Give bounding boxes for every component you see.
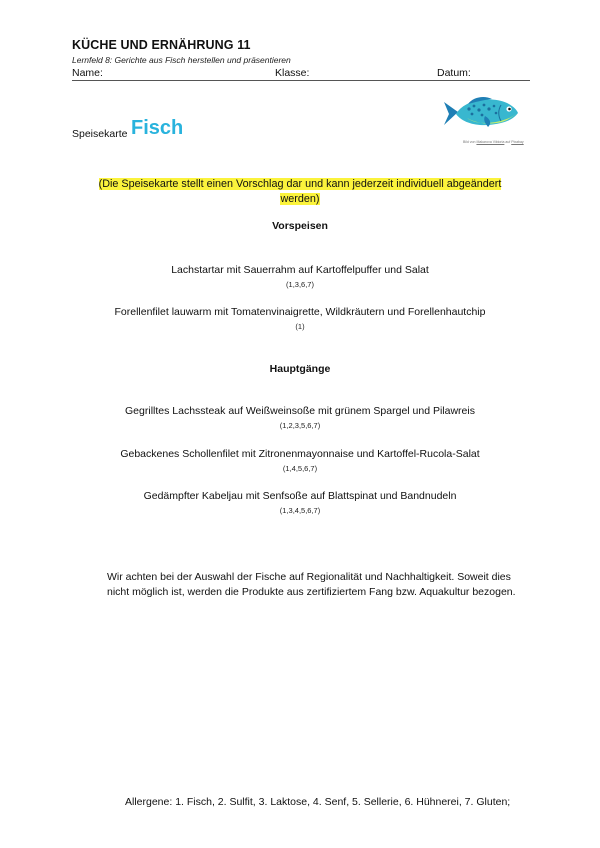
dish-name: Gegrilltes Lachssteak auf Weißweinsoße mit grünem Spargel und Pilawreis	[125, 405, 475, 417]
name-label: Name:	[72, 67, 103, 79]
notice-text: (Die Speisekarte stellt einen Vorschlag dar und kann jederzeit individuell abgeändert werden)	[98, 178, 502, 205]
page-title: KÜCHE UND ERNÄHRUNG 11	[72, 38, 251, 52]
credit-author-link[interactable]: Makarova Viktoria	[476, 140, 505, 144]
class-label: Klasse:	[275, 67, 310, 79]
menu-title: Fisch	[131, 117, 184, 139]
fish-icon	[441, 94, 521, 134]
allergen-legend: Allergene: 1. Fisch, 2. Sulfit, 3. Laktose, 4. Senf, 5. Sellerie, 6. Hühnerei, 7. Gluten;	[125, 796, 511, 808]
dish-name: Gedämpfter Kabeljau mit Senfsoße auf Blattspinat und Bandnudeln	[143, 490, 457, 502]
menu-label: Speisekarte	[72, 128, 128, 140]
section-heading-starters: Vorspeisen	[272, 220, 328, 232]
credit-connector: auf	[505, 140, 511, 144]
page-subtitle: Lernfeld 8: Gerichte aus Fisch herstellen und präsentieren	[72, 55, 291, 65]
image-credit	[463, 140, 524, 144]
credit-source-link[interactable]: Pixabay	[511, 140, 524, 144]
dish-allergens: (1,3,4,5,6,7)	[279, 506, 321, 515]
date-label: Datum:	[437, 67, 471, 79]
dish-allergens: (1,2,3,5,6,7)	[279, 421, 321, 430]
dish-name: Gebackenes Schollenfilet mit Zitronenmayonnaise und Kartoffel-Rucola-Salat	[120, 448, 480, 460]
dish-allergens: (1)	[295, 322, 305, 331]
sustainability-note: Wir achten bei der Auswahl der Fische auf Regionalität und Nachhaltigkeit. Soweit dies nicht möglich ist, werden die Produkte aus zertifiziertem Fang bzw. Aquakultur bezogen.	[107, 571, 516, 598]
dish-name: Forellenfilet lauwarm mit Tomatenvinaigrette, Wildkräutern und Forellenhautchip	[114, 306, 486, 318]
dish-allergens: (1,4,5,6,7)	[282, 464, 318, 473]
section-heading-mains: Hauptgänge	[269, 363, 331, 375]
notice	[82, 177, 518, 207]
dish-name: Lachstartar mit Sauerrahm auf Kartoffelpuffer und Salat	[171, 264, 429, 276]
dish-allergens: (1,3,6,7)	[286, 280, 314, 289]
credit-prefix: Bild von	[463, 140, 476, 144]
info-row	[72, 67, 530, 81]
